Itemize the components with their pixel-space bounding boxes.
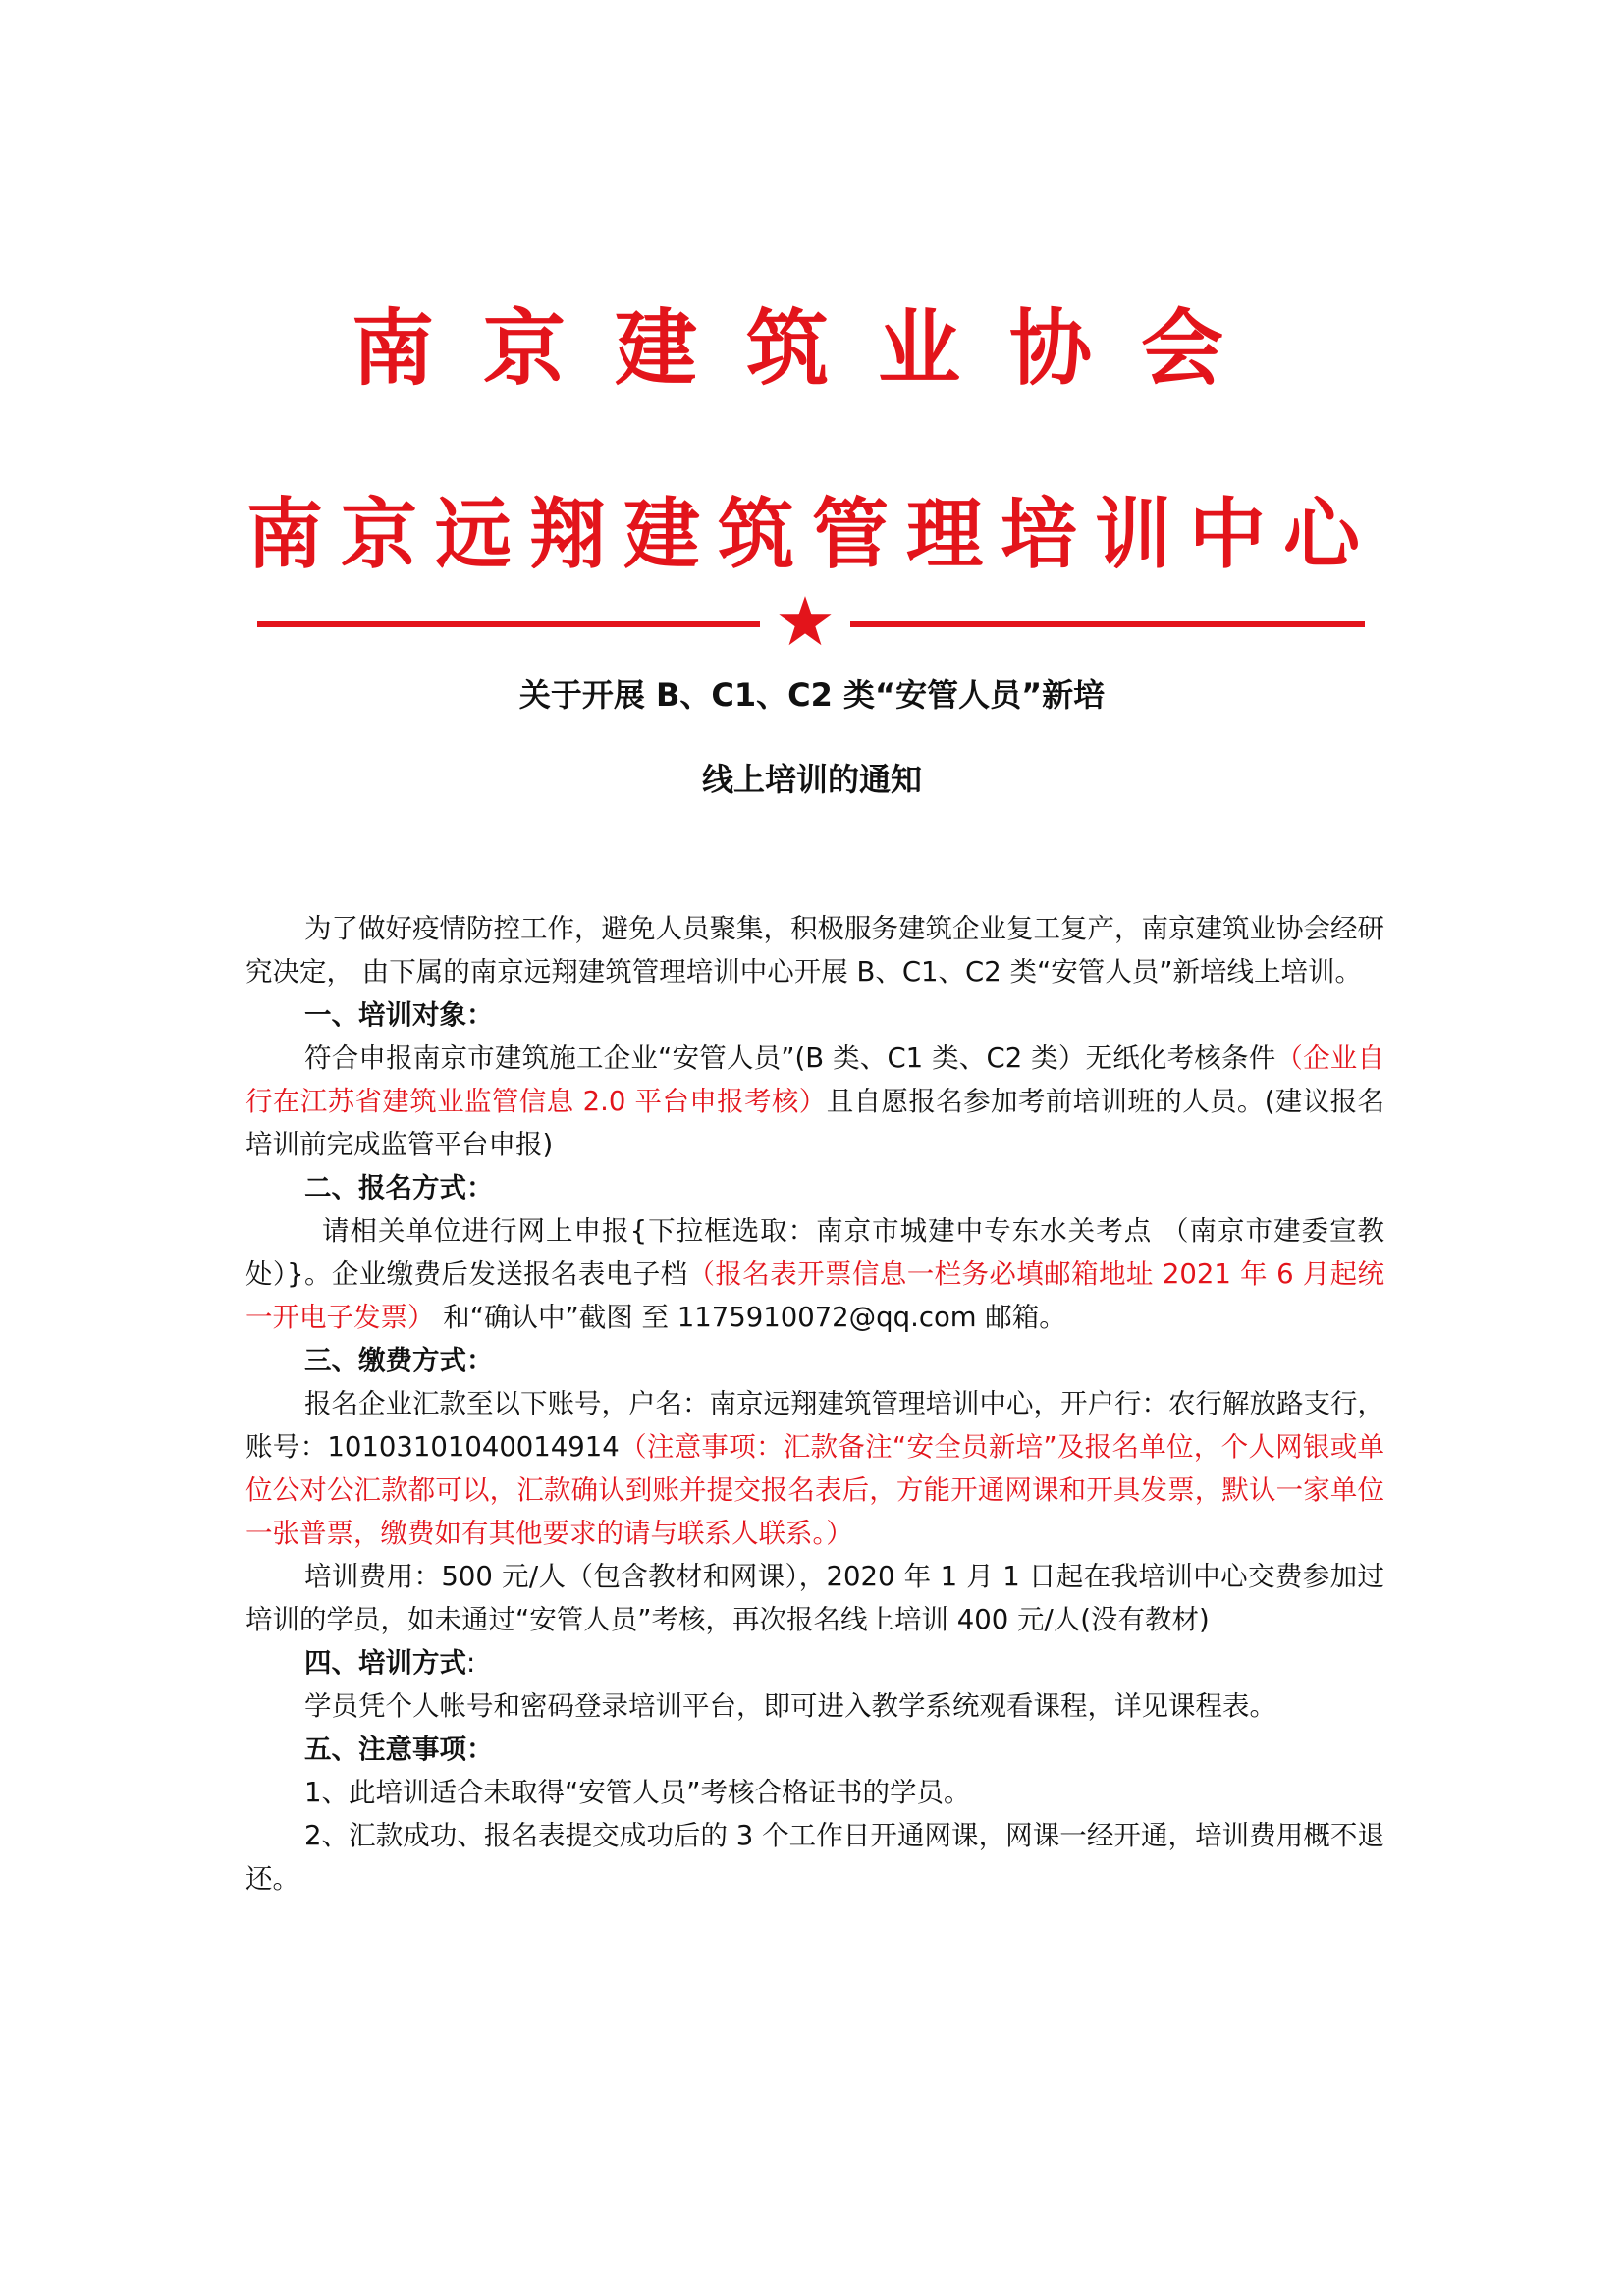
notes-item-1: 1、此培训适合未取得“安管人员”考核合格证书的学员。 [304,1777,971,1808]
divider-line-left [257,621,760,627]
target-text-end: 且自愿报名参加考前培训班的人员。(建议报名培训前完成监管平台申报) [245,1086,1384,1160]
notes-item-2: 2、汇款成功、报名表提交成功后的 3 个工作日开通网课，网课一经开通，培训费用概不退还。 [245,1820,1384,1895]
intro-paragraph: 为了做好疫情防控工作，避免人员聚集，积极服务建筑企业复工复产，南京建筑业协会经研究决定， 由下属的南京远翔建筑管理培训中心开展 B、C1、C2 类“安管人员”新培线上培训。 [245,913,1384,988]
payment-note: （注意事项：汇款备注“安全员新培”及报名单位，个人网银或单位公对公汇款都可以，汇款确认到账并提交报名表后，方能开通网课和开具发票，默认一家单位一张普票，缴费如有其他要求的请与联系人联系。） [245,1431,1385,1549]
target-paragraph [245,1037,1384,1166]
section-heading-registration: 二、报名方式： [304,1172,494,1203]
method-paragraph: 学员凭个人帐号和密码登录培训平台，即可进入教学系统观看课程，详见课程表。 [304,1690,1276,1722]
payment-paragraph [245,1382,1384,1555]
registration-text-end: 和“确认中”截图 至 1175910072@qq.com 邮箱。 [434,1302,1066,1333]
registration-paragraph [245,1209,1384,1339]
target-note: （企业自行在江苏省建筑业监管信息 2.0 平台申报考核） [245,1042,1384,1117]
target-text: 符合申报南京市建筑施工企业“安管人员”(B 类、C1 类、C2 类）无纸化考核条件 [304,1042,1276,1074]
section-heading-target: 一、培训对象： [304,999,494,1031]
divider-line-right [850,621,1365,627]
payment-text: 报名企业汇款至以下账号，户名：南京远翔建筑管理培训中心，开户行：农行解放路支行，账号：10103101040014914 [245,1388,1384,1463]
org-name-association: 南京建筑业协会 [351,300,1272,397]
org-name-training-center: 南京远翔建筑管理培训中心 [245,491,1378,579]
section-heading-notes: 五、注意事项： [304,1734,494,1765]
registration-text: 请相关单位进行网上申报{下拉框选取：南京市城建中专东水关考点 （南京市建委宣教处）}。企业缴费后发送报名表电子档 [245,1215,1384,1290]
notice-body [245,907,1384,1900]
registration-note: （报名表开票信息一栏务必填邮箱地址 2021 年 6 月起统一开电子发票） [245,1258,1385,1333]
star-icon [778,595,833,650]
notice-title-line2: 线上培训的通知 [701,761,922,798]
notice-title-line1: 关于开展 B、C1、C2 类“安管人员”新培 [518,676,1106,714]
method-heading-colon: : [466,1647,476,1679]
section-heading-method [245,1641,1384,1684]
fee-paragraph: 培训费用：500 元/人（包含教材和网课），2020 年 1 月 1 日起在我培训中心交费参加过培训的学员，如未通过“安管人员”考核，再次报名线上培训 400 元/人(没有教材) [245,1561,1384,1635]
method-heading-text: 四、培训方式 [304,1647,466,1679]
section-heading-payment: 三、缴费方式： [304,1345,494,1376]
